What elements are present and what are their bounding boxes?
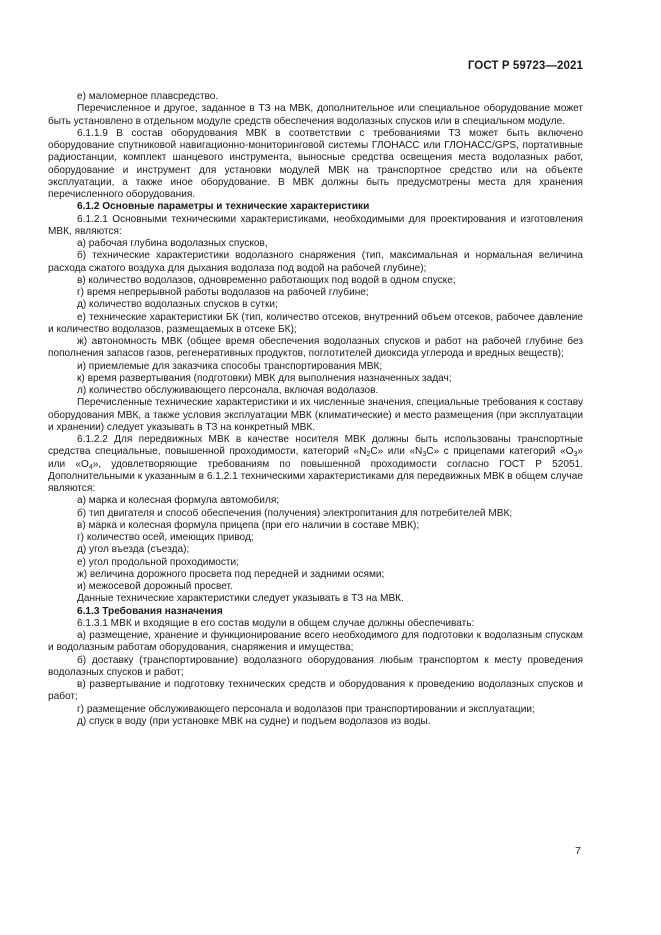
list-item: г) размещение обслуживающего персонала и водолазов при транспортировании и эксплуатации;: [77, 703, 535, 715]
list-item: г) количество осей, имеющих привод;: [77, 532, 254, 543]
list-item: е) угол продольной проходимости;: [77, 556, 240, 568]
list-item: а) рабочая глубина водолазных спусков,: [77, 238, 268, 249]
list-item: д) спуск в воду (при установке МВК на судне) и подъем водолазов из воды.: [77, 715, 431, 727]
list-item: д) количество водолазных спусков в сутки;: [77, 299, 278, 311]
list-item: е) технические характеристики БК (тип, количество отсеков, внутренний объем отсеков, рабочее давление и количество водолазов, размещаемых в отсеке БК);: [48, 311, 583, 335]
list-item: б) технические характеристики водолазного снаряжения (тип, максимальная и нормальная величина расхода сжатого воздуха для дыхания водолаза под водой на рабочей глубине);: [48, 250, 583, 274]
document-body: [48, 91, 583, 728]
list-item: е) маломерное плавсредство.: [77, 91, 219, 102]
paragraph: 6.1.1.9 В состав оборудования МВК в соответствии с требованиями ТЗ может быть включено оборудование спутниковой навигационно-мониторинговой системы ГЛОНАСС или ГЛОНАСС/GPS, портативные радиостанции, комплект шанцевого инструмента, выносные средства освещения места водолазных работ, оборудование и инструмент для установки модулей МВК на транспортное средство или на объекте эксплуатации, а также иное оборудование. В МВК должны быть предусмотрены места для хранения перечисленного оборудования.: [48, 127, 583, 200]
paragraph: Данные технические характеристики следует указывать в ТЗ на МВК.: [77, 593, 404, 605]
list-item: ж) автономность МВК (общее время обеспечения водолазных спусков и работ на рабочей глубине без пополнения запасов газов, регенеративных продуктов, поглотителей диоксида углерода и вредных веществ);: [48, 336, 583, 360]
list-item: и) межосевой дорожный просвет.: [77, 581, 233, 592]
list-item: а) размещение, хранение и функционирование всего необходимого для подготовки к водолазным спускам и водолазным работам оборудования, снаряжения и имущества;: [48, 630, 583, 654]
list-item: в) развертывание и подготовку технических средств и оборудования к проведению водолазных спусков и работ;: [48, 679, 583, 703]
paragraph: 6.1.3.1 МВК и входящие в его состав модули в общем случае должны обеспечивать:: [77, 617, 475, 629]
paragraph: Перечисленное и другое, заданное в ТЗ на МВК, дополнительное или специальное оборудование может быть установлено в отдельном модуле средств обеспечения водолазных спусков или в специальном модуле.: [48, 103, 583, 127]
list-item: и) приемлемые для заказчика способы транспортирования МВК;: [77, 360, 383, 372]
list-item: б) доставку (транспортирование) водолазного оборудования любым транспортом к месту проведения водолазных спусков и работ;: [48, 654, 583, 678]
list-item: ж) величина дорожного просвета под передней и задними осями;: [77, 568, 385, 580]
paragraph: 6.1.2.1 Основными техническими характеристиками, необходимыми для проектирования и изготовления МВК, являются:: [48, 213, 583, 237]
list-item: в) количество водолазов, одновременно работающих под водой в одном спуске;: [77, 274, 456, 286]
paragraph-with-subscripts: 6.1.2.2 Для передвижных МВК в качестве носителя МВК должны быть использованы транспортные средства специальные, повышенной проходимости, категорий «$N_2C$» или «$N_3C$» с прицепами категорий «$O_3$» или «$O_4$», удовлетворяющие требованиям по повышенной проходимости согласно ГОСТ Р 52051. Дополнительными к указанным в 6.1.2.1 техническими характеристиками для передвижных МВК в общем случае являются:: [48, 434, 583, 494]
paragraph: Перечисленные технические характеристики и их численные значения, специальные требования к составу оборудования МВК, а также условия эксплуатации МВК (климатические) и место размещения (при эксплуатации и хранении) следует указывать в ТЗ на конкретный МВК.: [48, 397, 583, 433]
list-item: л) количество обслуживающего персонала, включая водолазов.: [77, 385, 379, 396]
list-item: а) марка и колесная формула автомобиля;: [77, 495, 280, 507]
list-item: д) угол въезда (съезда);: [77, 544, 190, 556]
section-heading: 6.1.2 Основные параметры и технические характеристики: [77, 201, 370, 213]
list-item: г) время непрерывной работы водолазов на рабочей глубине;: [77, 287, 369, 298]
list-item: к) время развертывания (подготовки) МВК для выполнения назначенных задач;: [77, 372, 452, 384]
list-item: в) марка и колесная формула прицепа (при его наличии в составе МВК);: [77, 519, 420, 531]
list-item: б) тип двигателя и способ обеспечения (получения) электропитания для потребителей МВК;: [77, 507, 513, 519]
document-code: ГОСТ Р 59723—2021: [467, 60, 583, 72]
section-heading: 6.1.3 Требования назначения: [77, 605, 223, 617]
page-number: 7: [575, 845, 581, 857]
